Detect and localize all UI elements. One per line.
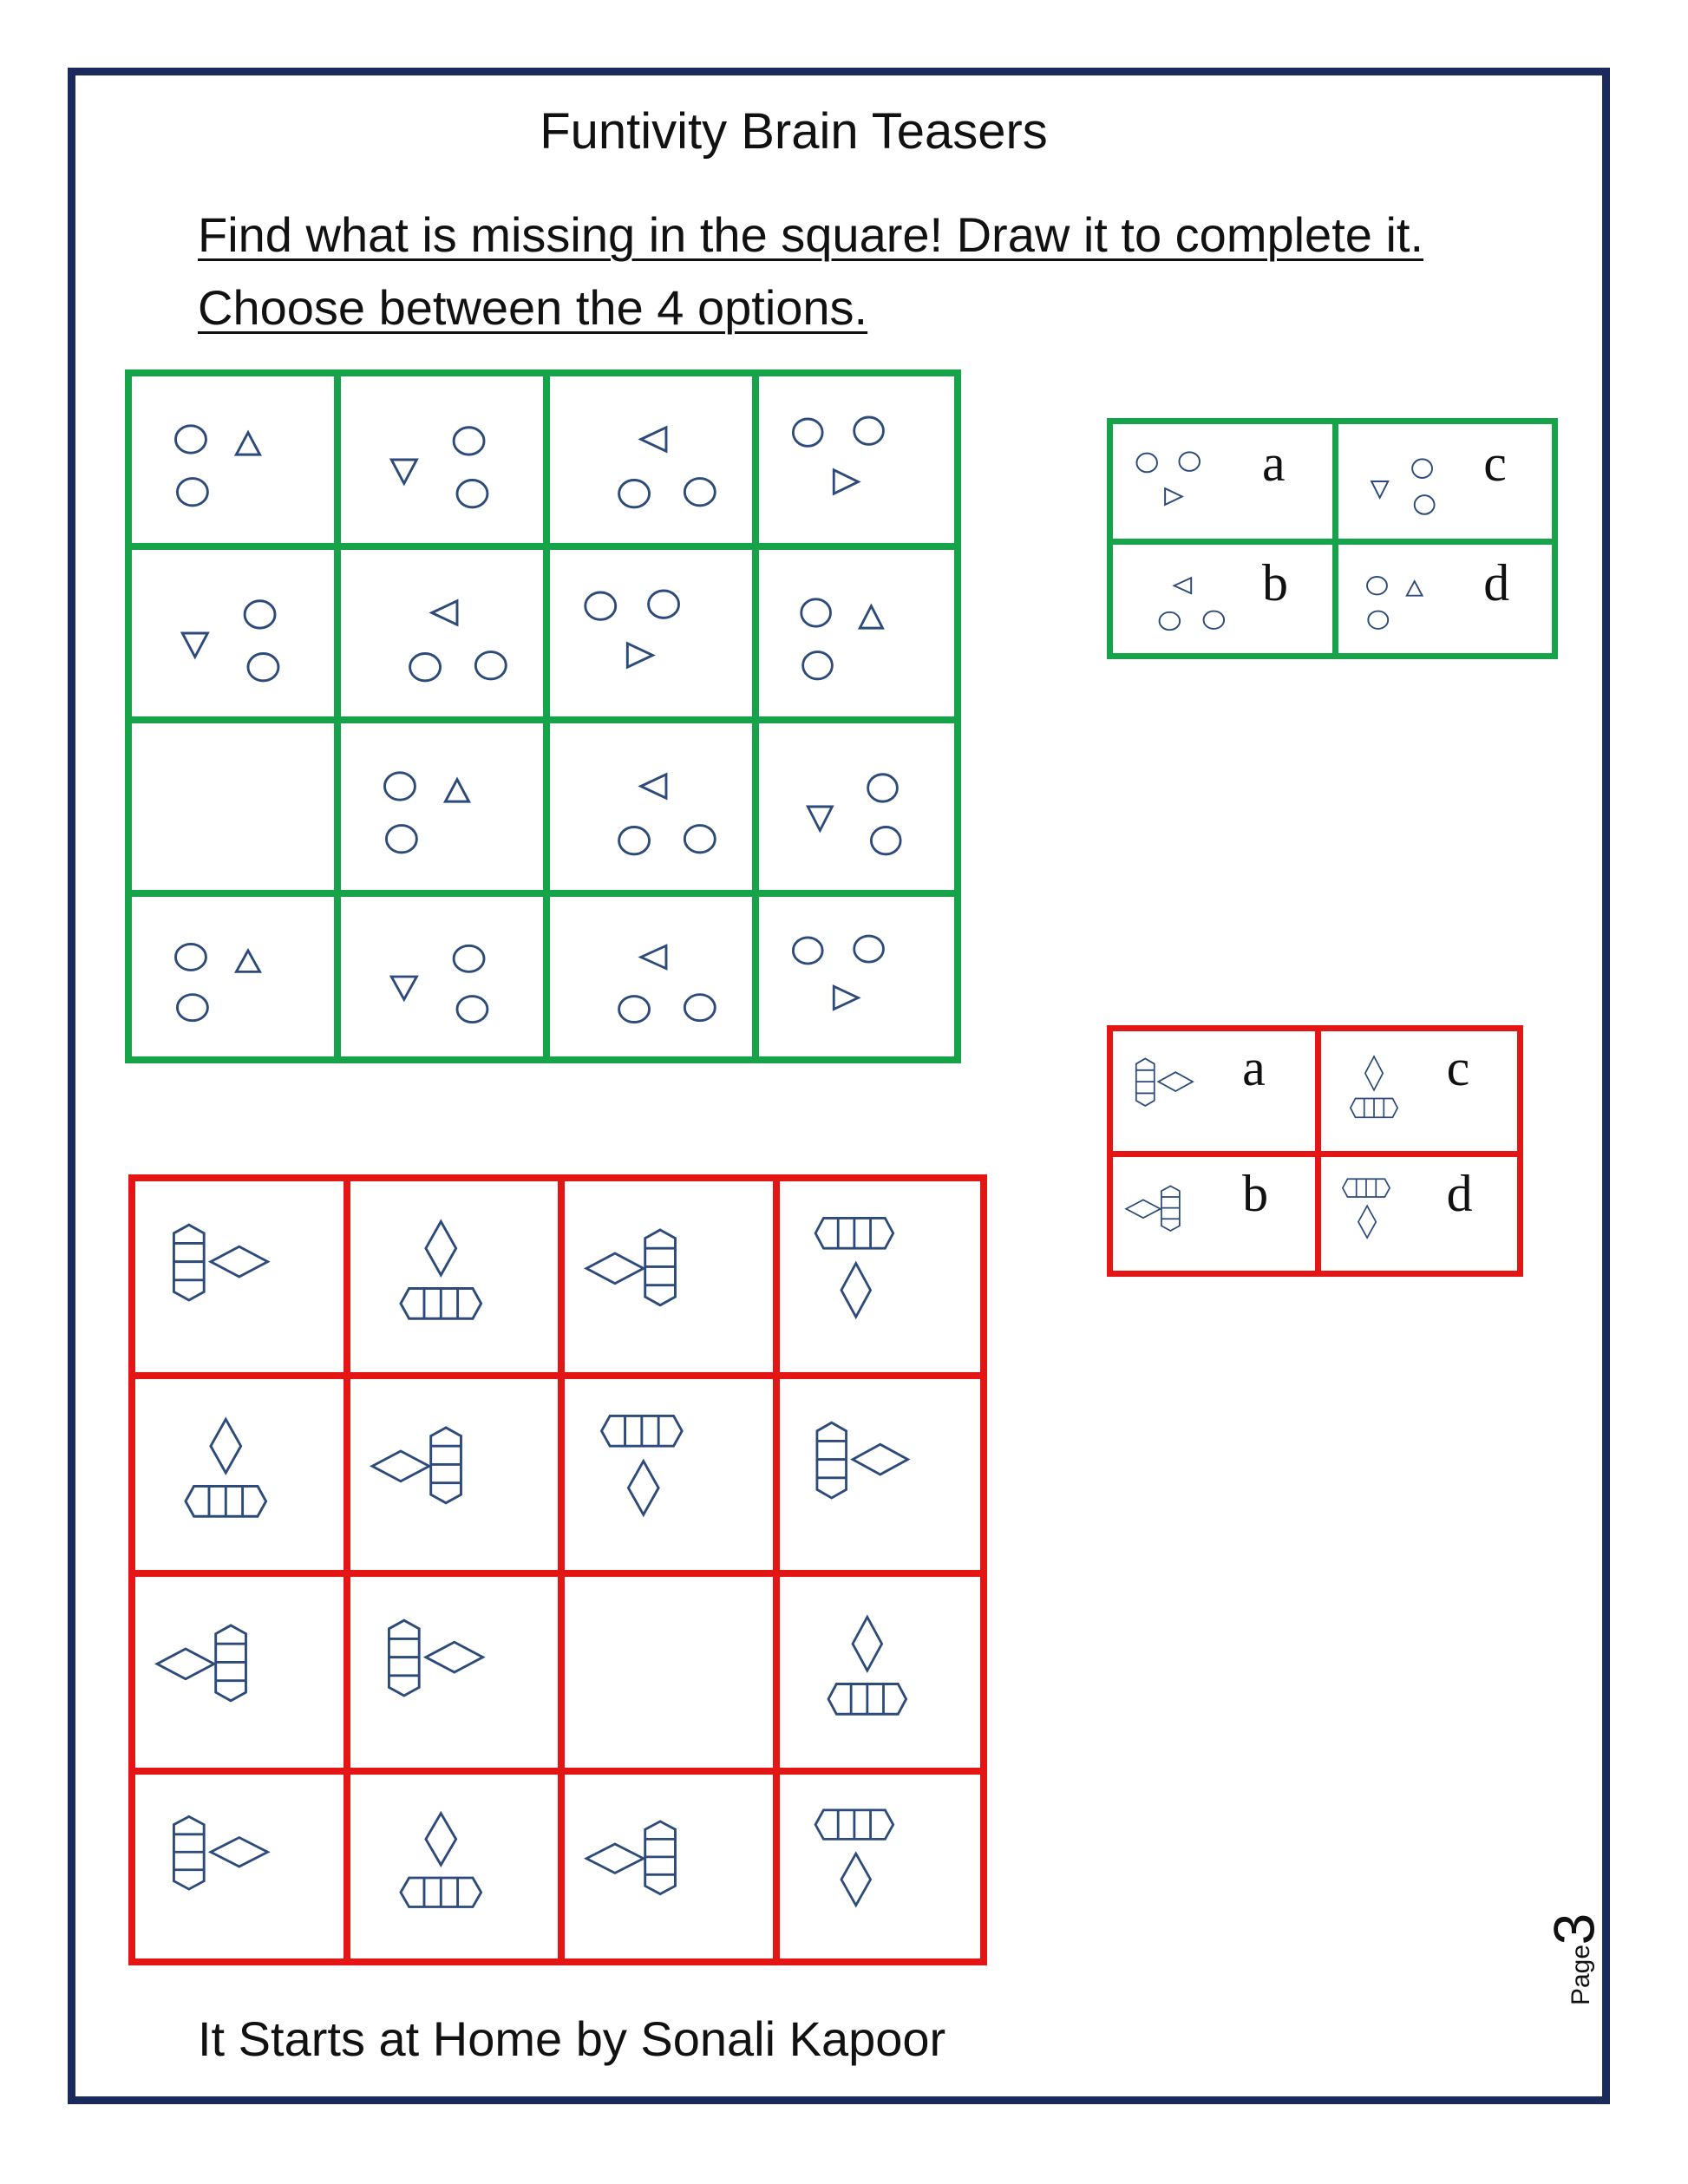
page-number-block: [1541, 1908, 1622, 2012]
triangle-shape: [1407, 581, 1423, 596]
circle-shape: [868, 775, 898, 801]
diamond-shape: [425, 1814, 455, 1866]
cell-figure: [341, 376, 543, 543]
circle-shape: [619, 827, 650, 854]
cell-figure: [550, 723, 752, 890]
puzzle-2-cell-r2-c1: [128, 1372, 343, 1570]
option-letter: a: [1242, 1039, 1266, 1097]
cell-figure: [550, 550, 752, 716]
circle-shape: [1179, 452, 1200, 471]
puzzle-1-cell-r4-c3: [543, 890, 752, 1063]
cell-figure: [550, 376, 752, 543]
diamond-shape: [211, 1419, 241, 1473]
triangle-shape: [860, 606, 882, 628]
triangle-shape: [627, 644, 652, 667]
circle-shape: [475, 652, 506, 679]
cylinder-shape: [828, 1684, 906, 1715]
cylinder-shape: [1161, 1186, 1180, 1231]
cylinder-shape: [645, 1821, 676, 1894]
puzzle-1-cell-r4-c2: [334, 890, 543, 1063]
puzzle-1-cell-r1-c2: [334, 369, 543, 543]
puzzle-2-empty-cell[interactable]: [558, 1570, 773, 1768]
circle-shape: [386, 826, 416, 853]
diamond-shape: [1126, 1200, 1161, 1218]
circle-shape: [854, 936, 884, 962]
puzzle-2-grid: [128, 1174, 987, 1965]
puzzle-2-cell-r2-c4: [773, 1372, 988, 1570]
triangle-shape: [182, 633, 207, 657]
cylinder-shape: [645, 1230, 676, 1305]
puzzle-1-cell-r2-c3: [543, 543, 752, 716]
diamond-shape: [841, 1264, 870, 1318]
puzzle-2-cell-r3-c1: [128, 1570, 343, 1768]
option-figure: [1113, 545, 1249, 653]
circle-shape: [793, 938, 822, 964]
puzzle-1-option-d[interactable]: [1332, 539, 1558, 659]
cylinder-shape: [815, 1218, 893, 1248]
circle-shape: [175, 426, 206, 453]
cell-figure: [759, 376, 954, 543]
option-letter: a: [1262, 434, 1286, 492]
triangle-shape: [641, 945, 666, 968]
cylinder-shape: [173, 1225, 204, 1300]
circle-shape: [803, 652, 833, 679]
option-letter: d: [1446, 1164, 1473, 1222]
circle-shape: [245, 601, 275, 628]
cell-figure: [780, 1577, 981, 1768]
triangle-shape: [834, 470, 858, 494]
puzzle-2-cell-r1-c3: [558, 1174, 773, 1372]
option-figure: [1338, 545, 1471, 653]
page-title: Funtivity Brain Teasers: [540, 103, 1048, 160]
puzzle-2-cell-r3-c4: [773, 1570, 988, 1768]
cell-figure: [350, 1775, 559, 1958]
triangle-shape: [236, 951, 259, 971]
cell-figure: [341, 897, 543, 1056]
cylinder-shape: [816, 1422, 846, 1498]
diamond-shape: [1158, 1072, 1193, 1091]
diamond-shape: [628, 1461, 658, 1515]
cylinder-shape: [1351, 1098, 1397, 1117]
diamond-shape: [425, 1642, 482, 1672]
cylinder-shape: [815, 1810, 893, 1839]
circle-shape: [1204, 611, 1225, 629]
option-figure: [1321, 1157, 1443, 1271]
option-figure: [1338, 424, 1471, 539]
diamond-shape: [211, 1246, 268, 1277]
circle-shape: [457, 997, 487, 1023]
puzzle-1-grid: [125, 369, 961, 1063]
diamond-shape: [157, 1649, 214, 1679]
cylinder-shape: [216, 1625, 246, 1701]
circle-shape: [1415, 495, 1435, 514]
puzzle-1-cell-r3-c2: [334, 716, 543, 890]
cell-figure: [132, 550, 334, 716]
cell-figure: [132, 376, 334, 543]
diamond-shape: [372, 1451, 429, 1481]
puzzle-2-cell-r1-c4: [773, 1174, 988, 1372]
cell-figure: [565, 1181, 773, 1372]
puzzle-2-options: [1107, 1025, 1523, 1277]
circle-shape: [854, 417, 884, 444]
circle-shape: [454, 428, 484, 454]
puzzle-1-option-c[interactable]: [1332, 418, 1558, 539]
triangle-shape: [236, 433, 259, 454]
option-letter: b: [1242, 1164, 1269, 1222]
option-letter: c: [1483, 434, 1507, 492]
diamond-shape: [1365, 1056, 1383, 1090]
triangle-shape: [445, 780, 468, 801]
cylinder-shape: [601, 1416, 682, 1446]
option-figure: [1113, 1157, 1238, 1271]
puzzle-2-cell-r4-c4: [773, 1768, 988, 1965]
puzzle-1-cell-r1-c4: [752, 369, 961, 543]
cell-figure: [135, 1181, 343, 1372]
diamond-shape: [1358, 1206, 1376, 1238]
page-label: Page: [1567, 1944, 1596, 2006]
circle-shape: [1367, 577, 1387, 594]
circle-shape: [801, 599, 831, 626]
circle-shape: [1136, 454, 1157, 473]
circle-shape: [586, 592, 616, 619]
puzzle-1-cell-r2-c4: [752, 543, 961, 716]
puzzle-1-cell-r2-c1: [125, 543, 334, 716]
triangle-shape: [1174, 578, 1192, 593]
cell-figure: [350, 1379, 559, 1570]
cell-figure: [759, 550, 954, 716]
option-letter: c: [1446, 1039, 1470, 1097]
cell-figure: [550, 897, 752, 1056]
circle-shape: [175, 944, 206, 970]
cell-figure: [341, 550, 543, 716]
puzzle-2-cell-r4-c2: [343, 1768, 559, 1965]
puzzle-2-cell-r3-c2: [343, 1570, 559, 1768]
cylinder-shape: [400, 1878, 481, 1906]
puzzle-2-cell-r1-c1: [128, 1174, 343, 1372]
puzzle-2-option-a[interactable]: [1107, 1025, 1315, 1151]
diamond-shape: [841, 1854, 870, 1906]
triangle-shape: [641, 428, 666, 451]
cell-figure: [135, 1775, 343, 1958]
cell-figure: [350, 1577, 559, 1768]
puzzle-1-cell-r2-c2: [334, 543, 543, 716]
circle-shape: [177, 995, 207, 1021]
triangle-shape: [1165, 488, 1182, 505]
puzzle-2-option-d[interactable]: [1315, 1151, 1523, 1277]
circle-shape: [1368, 611, 1388, 629]
cylinder-shape: [389, 1620, 419, 1696]
page-number: 3: [1541, 1913, 1606, 1945]
circle-shape: [457, 481, 487, 507]
puzzle-1-cell-r4-c1: [125, 890, 334, 1063]
circle-shape: [684, 995, 715, 1021]
circle-shape: [1160, 612, 1181, 630]
circle-shape: [454, 945, 484, 971]
circle-shape: [684, 479, 715, 506]
puzzle-1-option-b[interactable]: [1107, 539, 1332, 659]
cell-figure: [780, 1181, 981, 1372]
option-letter: b: [1262, 554, 1289, 611]
puzzle-2-cell-r4-c3: [558, 1768, 773, 1965]
circle-shape: [177, 479, 207, 506]
cylinder-shape: [1136, 1058, 1155, 1105]
cell-figure: [759, 723, 954, 890]
cell-figure: [780, 1775, 981, 1958]
puzzle-2-option-c[interactable]: [1315, 1025, 1523, 1151]
puzzle-2-cell-r2-c3: [558, 1372, 773, 1570]
triangle-shape: [432, 601, 457, 624]
circle-shape: [384, 773, 415, 800]
puzzle-1-cell-r1-c1: [125, 369, 334, 543]
option-letter: d: [1483, 554, 1510, 611]
cell-figure: [132, 897, 334, 1056]
cell-figure: [780, 1379, 981, 1570]
triangle-shape: [1371, 481, 1388, 498]
cell-figure: [565, 1379, 773, 1570]
instruction-line-1: Find what is missing in the square! Draw it to complete it.: [198, 207, 1424, 262]
puzzle-2-cell-r4-c1: [128, 1768, 343, 1965]
puzzle-1-cell-r4-c4: [752, 890, 961, 1063]
triangle-shape: [391, 977, 416, 999]
cell-figure: [350, 1181, 559, 1372]
circle-shape: [684, 826, 715, 853]
triangle-shape: [391, 460, 416, 483]
circle-shape: [1412, 459, 1432, 478]
puzzle-2-cell-r2-c2: [343, 1372, 559, 1570]
triangle-shape: [641, 775, 666, 798]
circle-shape: [248, 654, 278, 681]
diamond-shape: [853, 1444, 907, 1475]
cell-figure: [341, 723, 543, 890]
footer-credit: It Starts at Home by Sonali Kapoor: [198, 2011, 946, 2066]
triangle-shape: [808, 807, 832, 830]
circle-shape: [619, 481, 650, 507]
cylinder-shape: [1343, 1179, 1390, 1197]
diamond-shape: [211, 1838, 268, 1867]
puzzle-2-cell-r1-c2: [343, 1174, 559, 1372]
instruction-line-2: Choose between the 4 options.: [198, 280, 868, 335]
puzzle-1-option-a[interactable]: [1107, 418, 1332, 539]
option-figure: [1113, 1031, 1238, 1151]
cell-figure: [565, 1775, 773, 1958]
puzzle-1-empty-cell[interactable]: [125, 716, 334, 890]
diamond-shape: [853, 1617, 882, 1671]
puzzle-1-cell-r3-c4: [752, 716, 961, 890]
option-figure: [1321, 1031, 1443, 1151]
circle-shape: [871, 827, 900, 854]
diamond-shape: [586, 1844, 644, 1873]
cylinder-shape: [173, 1816, 204, 1889]
circle-shape: [649, 591, 679, 618]
circle-shape: [793, 419, 822, 446]
circle-shape: [410, 654, 441, 681]
triangle-shape: [834, 986, 858, 1009]
cell-figure: [135, 1379, 343, 1570]
cylinder-shape: [430, 1428, 461, 1503]
cylinder-shape: [400, 1289, 481, 1319]
diamond-shape: [586, 1253, 644, 1284]
puzzle-2-option-b[interactable]: [1107, 1151, 1315, 1277]
circle-shape: [619, 997, 650, 1023]
cylinder-shape: [186, 1487, 266, 1517]
puzzle-1-options: [1107, 418, 1558, 659]
puzzle-1-cell-r3-c3: [543, 716, 752, 890]
cell-figure: [135, 1577, 343, 1768]
diamond-shape: [425, 1221, 455, 1275]
option-figure: [1113, 424, 1249, 539]
puzzle-1-cell-r1-c3: [543, 369, 752, 543]
cell-figure: [759, 897, 954, 1056]
